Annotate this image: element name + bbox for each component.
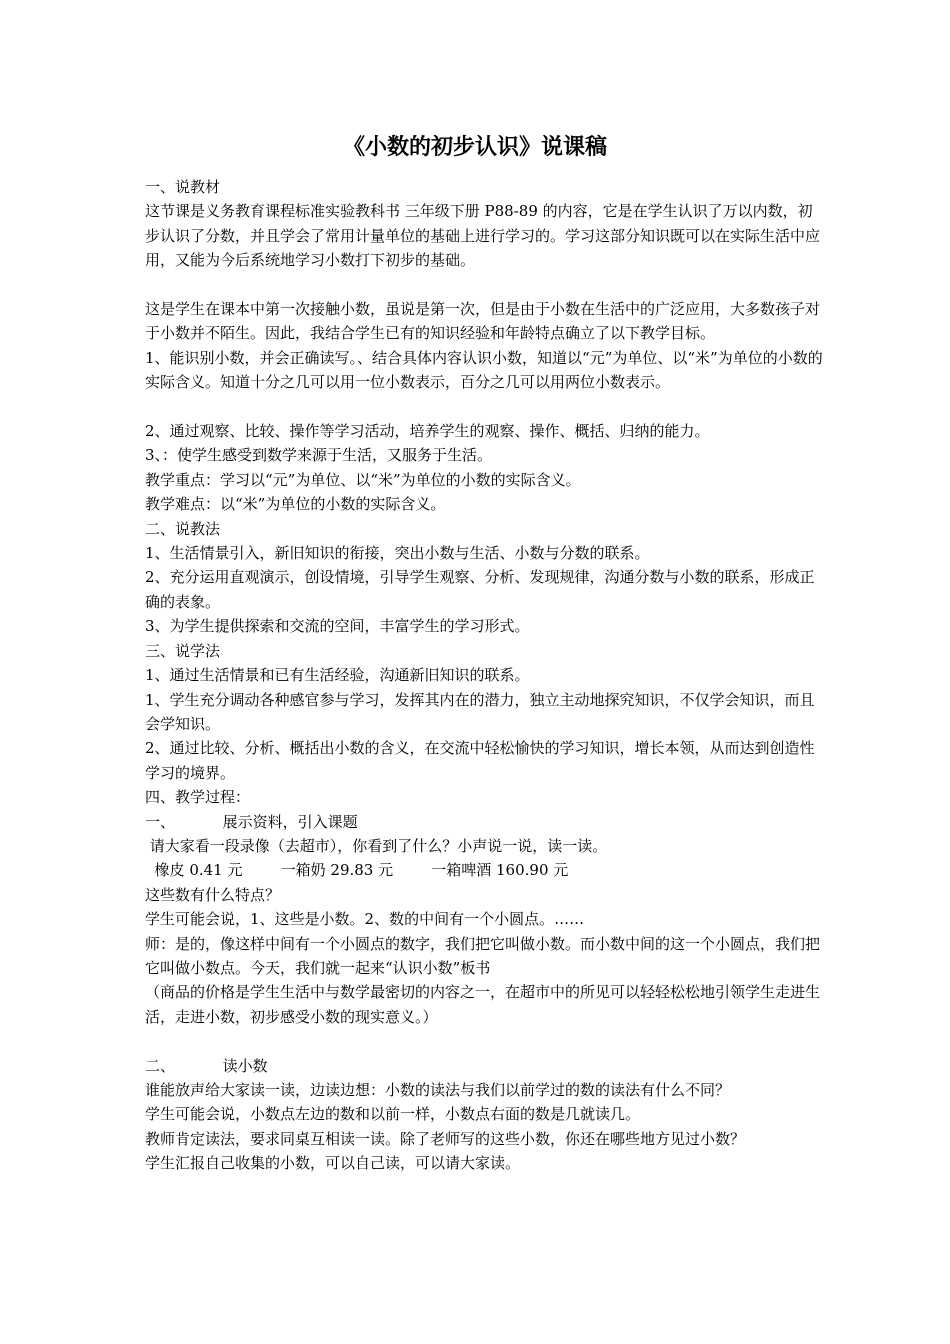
section-heading: 一、说教材	[145, 178, 221, 196]
section-heading: 四、教学过程：	[145, 788, 251, 807]
paragraph: 2、通过比较、分析、概括出小数的含义，在交流中轻松愉快的学习知识，增长本领，从而达到创造性学习的境界。	[145, 739, 815, 782]
blank-line	[145, 395, 825, 419]
subsection-heading: 一、 展示资料，引入课题	[145, 812, 358, 831]
blank-line	[145, 1029, 825, 1053]
paragraph: 请大家看一段录像（去超市），你看到了什么？小声说一说，读一读。	[145, 836, 608, 855]
paragraph: 2、通过观察、比较、操作等学习活动，培养学生的观察、操作、概括、归纳的能力。	[145, 422, 710, 441]
paragraph: 教学难点：以“米”为单位的小数的实际含义。	[145, 495, 446, 514]
paragraph: 谁能放声给大家读一读，边读边想：小数的读法与我们以前学过的数的读法有什么不同？	[145, 1080, 731, 1099]
paragraph: 师：是的，像这样中间有一个小圆点的数字，我们把它叫做小数。而小数中间的这一个小圆点，我们把它叫做小数点。今天，我们就一起来“认识小数”板书	[145, 934, 821, 977]
paragraph: 3、为学生提供探索和交流的空间，丰富学生的学习形式。	[145, 617, 530, 636]
document-body	[145, 175, 825, 1176]
paragraph: 1、通过生活情景和已有生活经验，沟通新旧知识的联系。	[145, 666, 530, 685]
section-heading: 二、说教法	[145, 519, 221, 538]
blank-line	[145, 273, 825, 297]
paragraph: 学生可能会说，小数点左边的数和以前一样，小数点右面的数是几就读几。	[145, 1105, 641, 1124]
paragraph: 这些数有什么特点？	[145, 885, 281, 904]
subsection-heading: 二、 读小数	[145, 1056, 268, 1075]
paragraph: 教学重点：学习以“元”为单位、以“米”为单位的小数的实际含义。	[145, 470, 581, 489]
document-title: 《小数的初步认识》说课稿	[342, 134, 607, 160]
paragraph: 2、充分运用直观演示，创设情境，引导学生观察、分析、发现规律，沟通分数与小数的联系，形成正确的表象。	[145, 568, 815, 611]
paragraph: 教师肯定读法，要求同桌互相读一读。除了老师写的这些小数，你还在哪些地方见过小数？	[145, 1129, 746, 1148]
paragraph: 1、学生充分调动各种感官参与学习，发挥其内在的潜力，独立主动地探究知识，不仅学会知识，而且会学知识。	[145, 690, 815, 733]
paragraph: 橡皮 0.41 元 一箱奶 29.83 元 一箱啤酒 160.90 元	[145, 861, 569, 880]
paragraph: 3、：使学生感受到数学来源于生活，又服务于生活。	[145, 446, 493, 465]
paragraph: 1、能识别小数，并会正确读写。、结合具体内容认识小数，知道以“元”为单位、以“米”为单位的小数的实际含义。知道十分之几可以用一位小数表示，百分之几可以用两位小数表示。	[145, 348, 823, 392]
paragraph: 学生汇报自己收集的小数，可以自己读，可以请大家读。	[145, 1154, 521, 1173]
paragraph: 学生可能会说，1、这些是小数。2、数的中间有一个小圆点。……	[145, 910, 585, 929]
paragraph: 这节课是义务教育课程标准实验教科书 三年级下册 P88-89 的内容，它是在学生认识了万以内数，初步认识了分数，并且学会了常用计量单位的基础上进行学习的。学习这部分知识既可以在实际生活中应用，又能为今后系统地学习小数打下初步的基础。	[145, 202, 821, 270]
section-heading: 三、说学法	[145, 641, 221, 660]
paragraph: 1、生活情景引入，新旧知识的衔接，突出小数与生活、小数与分数的联系。	[145, 544, 650, 563]
paragraph: 这是学生在课本中第一次接触小数，虽说是第一次，但是由于小数在生活中的广泛应用，大多数孩子对于小数并不陌生。因此，我结合学生已有的知识经验和年龄特点确立了以下教学目标。	[145, 300, 821, 343]
paragraph: （商品的价格是学生生活中与数学最密切的内容之一，在超市中的所见可以轻轻松松地引领学生走进生活，走进小数，初步感受小数的现实意义。）	[145, 983, 821, 1026]
